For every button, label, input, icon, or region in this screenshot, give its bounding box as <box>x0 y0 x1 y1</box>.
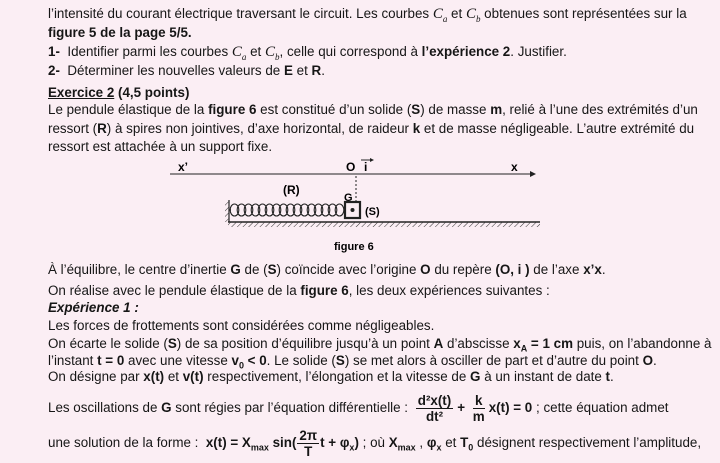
experiments-intro: On réalise avec le pendule élastique de la figure 6, les deux expériences suivantes : <box>48 283 550 298</box>
experience-1-heading: Expérience 1 : <box>48 300 139 315</box>
experience-1-line-4: On désigne par x(t) et v(t) respectivement, l’élongation et la vitesse de G à un instant de date t. <box>48 369 614 384</box>
unit-vector-arrow-head <box>370 158 374 162</box>
intro-line: l’intensité du courant électrique traversant le circuit. Les courbes $C_a$ et $C_b$ obtenues sont représentées sur la <box>48 6 687 24</box>
origin-label: O <box>346 160 356 174</box>
solid-label: (S) <box>365 206 380 218</box>
center-label: G <box>344 192 353 204</box>
figure-reference: figure 5 de la page 5/5. <box>48 25 192 40</box>
support-hatching <box>225 200 229 222</box>
curve-a-symbol: $C_a$ <box>432 6 448 24</box>
exercise-2-paragraph-line-1: Le pendule élastique de la figure 6 est constitué d’un solide (S) de masse m, relié à l’une des extrémités d’un <box>48 102 698 117</box>
figure-caption: figure 6 <box>334 241 374 253</box>
k-over-m-fraction: $\frac{k}{m}$ <box>472 392 485 424</box>
exercise-2-paragraph-line-2: ressort (R) à spires non jointives, d’axe horizontal, de raideur k et de masse négligeable. L’autre extrémité du <box>48 121 695 136</box>
solution-form-line: une solution de la forme : $x(t) = X_{max}$ sin( $\frac{2\pi}{T}$ $t + \varphi_x$) ; où $X_{max}$ , $\varphi_x$ et $T_0$ désignent respectivement l’amplitude, <box>48 428 702 459</box>
question-2: 2- Déterminer les nouvelles valeurs de E et R. <box>48 63 325 78</box>
differential-equation-line: Les oscillations de G sont régies par l’équation différentielle : $\frac{\text{d²x(t)}}{\text{dt²}}$ + $\frac{k}{m}$ x(t) = 0 ; cette équation admet <box>48 392 669 424</box>
center-of-inertia-dot <box>351 208 355 212</box>
curve-b-symbol: $C_b$ <box>465 6 481 24</box>
equilibrium-line: À l’équilibre, le centre d’inertie G de (S) coïncide avec l’origine O du repère (O, i ) de l’axe x’x. <box>48 262 606 277</box>
second-derivative-fraction: $\frac{\text{d²x(t)}}{\text{dt²}}$ <box>417 392 452 424</box>
question-1: 1- Identifier parmi les courbes $C_a$ et $C_b$, celle qui correspond à l’expérience 2. Justifier. <box>48 44 567 62</box>
experience-1-line-1: Les forces de frottements sont considérées comme négligeables. <box>48 318 435 333</box>
ground-hatching <box>228 222 540 227</box>
experience-1-line-3: l’instant t = 0 avec une vitesse $v_0 < 0$. Le solide (S) se met alors à osciller de part et d’autre du point O. <box>48 353 657 371</box>
unit-vector-label: i <box>364 160 368 174</box>
spring-label: (R) <box>283 183 300 197</box>
spring-coils <box>229 204 344 216</box>
axis-right-label: x <box>511 160 518 174</box>
experience-1-line-2: On écarte le solide (S) de sa position d’équilibre jusqu’à un point A d’abscisse $x_A = 1$ cm puis, on l’abandonne à <box>48 336 712 354</box>
exercise-2-heading: Exercice 2 (4,5 points) <box>48 85 190 100</box>
exercise-2-paragraph-line-3: ressort est attachée à un support fixe. <box>48 139 273 154</box>
axis-arrow-head <box>530 171 536 177</box>
axis-left-label: x’ <box>178 160 189 174</box>
